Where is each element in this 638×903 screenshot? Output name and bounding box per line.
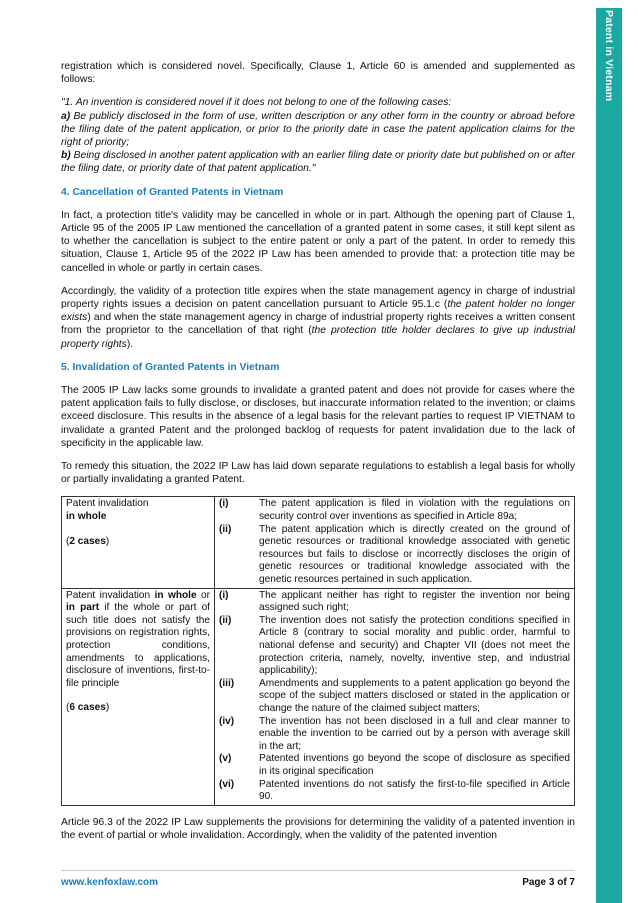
novelty-quote (61, 96, 575, 175)
row-2-label-cell: Patent invalidation in whole or in part if the whole or part of such title does not satisfy the provisions on registration rights, protection conditions, amendments to applications, disclosure of inventions, first-to-file principle (6 cases) (62, 588, 215, 805)
table-row (62, 497, 575, 588)
list-item: (vi) Patented inventions do not satisfy the first-to-file specified in Article 90. (219, 778, 570, 803)
section-4-heading: 4. Cancellation of Granted Patents in Vietnam (61, 186, 284, 198)
list-item: (iii) Amendments and supplements to a patent application go beyond the scope of the subject matters disclosed or stated in the application or change the nature of the claimed subject matters; (219, 677, 570, 714)
footer-website-link[interactable]: www.kenfoxlaw.com (61, 877, 159, 888)
quote-label-a: a) (61, 110, 71, 122)
list-item: (ii) The invention does not satisfy the protection conditions specified in Article 8 (contrary to social morality and public order, harmful to national defense and security) and Chapter VII (does not meet the protection criteria, namely, novelty, inventive step, and industrial applicability); (219, 614, 570, 677)
row-2-items-cell (215, 588, 575, 805)
quote-label-b: b) (61, 150, 71, 162)
footer-divider (61, 870, 575, 871)
quote-text-b: Being disclosed in another patent application with an earlier filing date or priority date but published on or after the filing date, or priority date of that patent application." (61, 150, 575, 175)
closing-paragraph: Article 96.3 of the 2022 IP Law supplements the provisions for determining the validity of a patented invention in the event of partial or whole invalidation. Accordingly, when the validity of the patented invention (61, 816, 575, 841)
section-5-heading: 5. Invalidation of Granted Patents in Vietnam (61, 361, 280, 373)
quote-item-b (61, 149, 575, 175)
list-item: (v) Patented inventions go beyond the scope of disclosure as specified in its original specification (219, 753, 570, 777)
section-5-paragraph-1: The 2005 IP Law lacks some grounds to invalidate a granted patent and does not provide for cases where the patent application fails to fully disclose, or discloses, but inaccurate information related to the invention; or claims exceed disclosure. This results in the absence of a legal basis for the relevant parties to request IP VIETNAM to invalidate a granted Patent and the prolonged backlog of requests for patent invalidation due to the lack of specificity in the applicable law. (61, 385, 575, 449)
page-number: Page 3 of 7 (522, 877, 575, 888)
section-5-paragraph-2: To remedy this situation, the 2022 IP Law has laid down separate regulations to establish a legal basis for wholly or partially invalidating a granted Patent. (61, 461, 575, 486)
row-1-items-cell (215, 497, 575, 588)
quote-text-a: Be publicly disclosed in the form of use, written description or any other form in the country or abroad before the filing date of the patent application, or prior to the priority date in case the patent application claims for the right of priority; (61, 110, 575, 149)
document-body (61, 60, 575, 852)
list-item: (i) The applicant neither has right to register the invention nor being assigned such right; (219, 589, 570, 614)
quote-item-a (61, 110, 575, 150)
invalidation-table (61, 496, 575, 805)
sidebar-title: Patent in Vietnam (603, 10, 615, 102)
list-item: (i) The patent application is filed in violation with the regulations on security control over inventions as specified in Article 89a; (219, 498, 570, 523)
section-4-paragraph-1: In fact, a protection title's validity may be cancelled in whole or in part. Although the opening part of Clause 1, Article 95 of the 2005 IP Law mentioned the cancellation of a granted patent in some cases, it still kept silent as to whether the cancellation is subject to the entire patent or only a part of the patent. In order to remedy this situation, Clause 1, Article 95 of the 2022 IP Law has been amended to provide that: a protection title may be cancelled in whole or partly in certain cases. (61, 209, 575, 274)
list-item: (ii) The patent application which is directly created on the ground of genetic resources or traditional knowledge associated with genetic resources but fails to disclose or incorrectly discloses the origin of genetic resources or traditional knowledge associated with the genetic resources pertained in such application. (219, 523, 570, 586)
row-1-label-cell: Patent invalidation in whole (2 cases) (62, 497, 215, 588)
quote-line-1: "1. An invention is considered novel if it does not belong to one of the following cases: (61, 97, 452, 109)
list-item: (iv) The invention has not been disclosed in a full and clear manner to enable the invention to be carried out by a person with average skill in the art; (219, 715, 570, 752)
section-4-paragraph-2: Accordingly, the validity of a protection title expires when the state management agency in charge of industrial property rights issues a decision on patent cancellation pursuant to Article 95.1.c (the patent holder no longer exists) and when the state management agency in charge of industrial property rights receives a written consent from the proprietor to the cancellation of that right (the protection title holder declares to give up industrial property rights). (61, 285, 576, 350)
intro-paragraph: registration which is considered novel. Specifically, Clause 1, Article 60 is amended and supplemented as follows: (61, 61, 575, 86)
table-row (62, 588, 575, 805)
